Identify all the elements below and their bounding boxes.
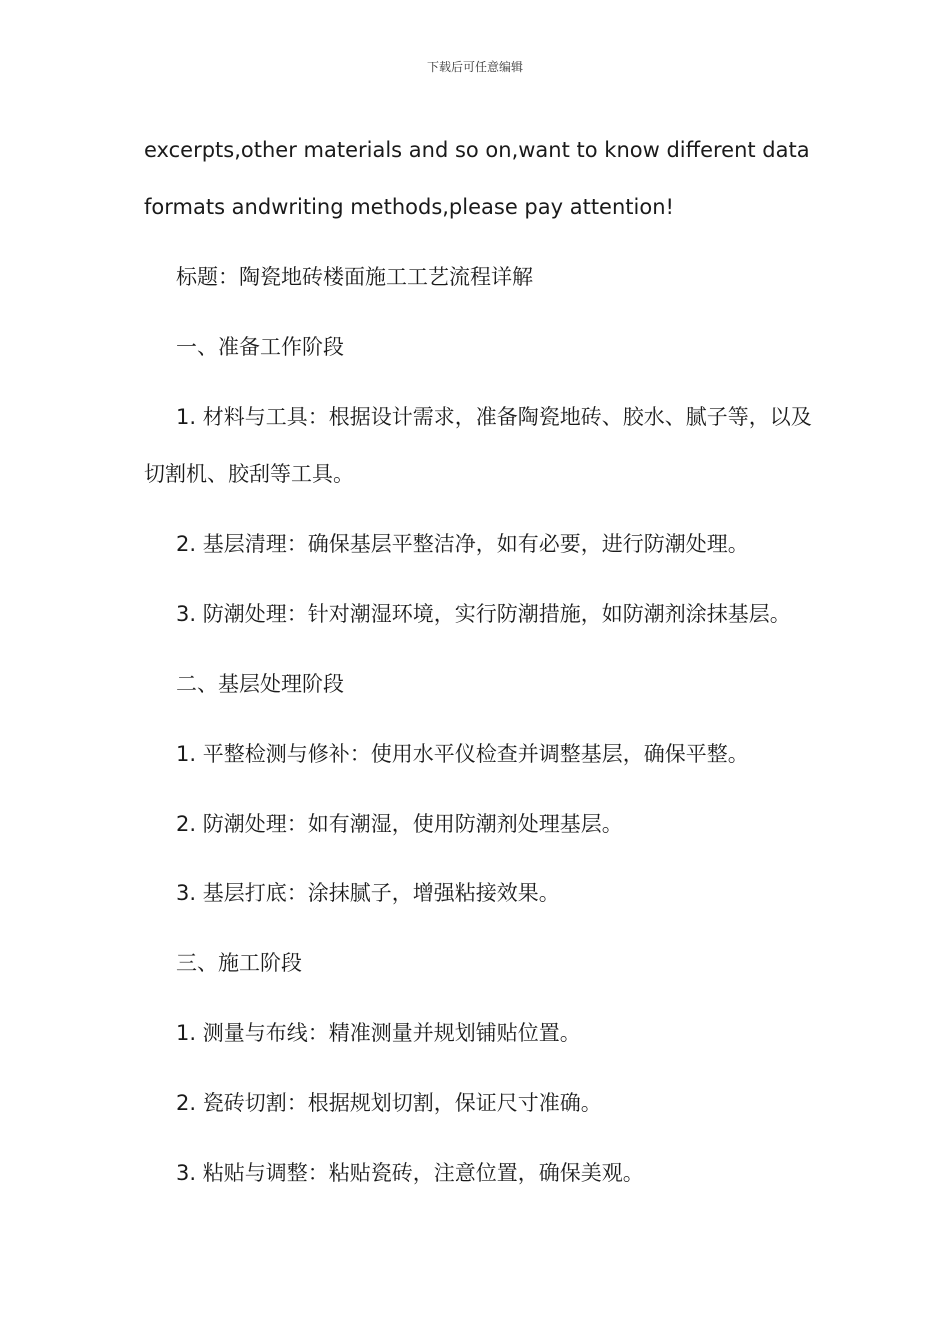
- section-heading-2: 二、基层处理阶段: [176, 672, 344, 696]
- document-title: 标题：陶瓷地砖楼面施工工艺流程详解: [176, 265, 533, 289]
- section-3-item-1: 1. 测量与布线：精准测量并规划铺贴位置。: [176, 1021, 581, 1045]
- section-1-item-2: 2. 基层清理：确保基层平整洁净，如有必要，进行防潮处理。: [176, 532, 749, 556]
- section-2-item-2: 2. 防潮处理：如有潮湿，使用防潮剂处理基层。: [176, 812, 623, 836]
- section-2-item-1: 1. 平整检测与修补：使用水平仪检查并调整基层，确保平整。: [176, 742, 749, 766]
- intro-line-1: excerpts,other materials and so on,want to know different data: [144, 138, 810, 162]
- section-heading-1: 一、准备工作阶段: [176, 335, 344, 359]
- section-heading-3: 三、施工阶段: [176, 951, 302, 975]
- section-1-item-1-cont: 切割机、胶刮等工具。: [144, 462, 354, 486]
- page-header: 下载后可任意编辑: [426, 60, 523, 74]
- section-3-item-3: 3. 粘贴与调整：粘贴瓷砖，注意位置，确保美观。: [176, 1161, 644, 1185]
- intro-line-2: formats andwriting methods,please pay attention!: [144, 195, 674, 219]
- section-2-item-3: 3. 基层打底：涂抹腻子，增强粘接效果。: [176, 881, 560, 905]
- section-3-item-2: 2. 瓷砖切割：根据规划切割，保证尺寸准确。: [176, 1091, 602, 1115]
- section-1-item-1: 1. 材料与工具：根据设计需求，准备陶瓷地砖、胶水、腻子等，以及: [176, 405, 812, 429]
- section-1-item-3: 3. 防潮处理：针对潮湿环境，实行防潮措施，如防潮剂涂抹基层。: [176, 602, 791, 626]
